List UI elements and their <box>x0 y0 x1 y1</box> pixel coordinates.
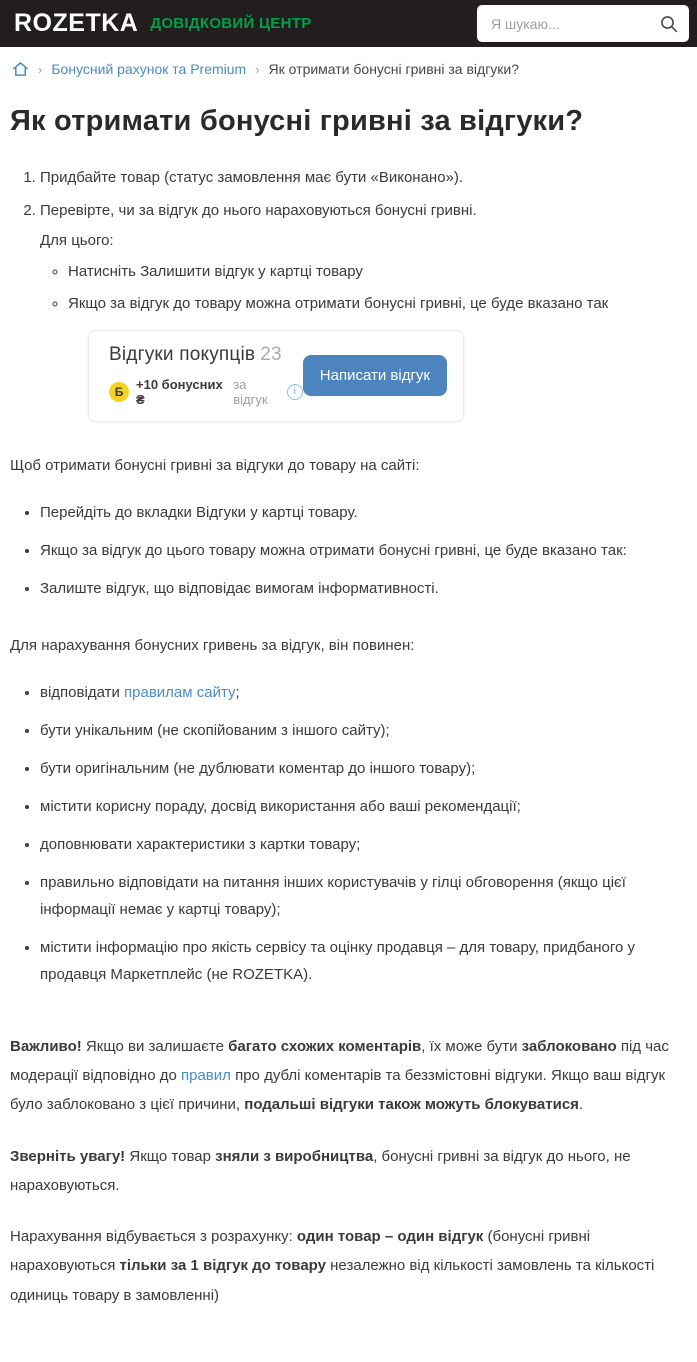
list-item: • містити корисну пораду, досвід використання або ваші рекомендації; <box>40 793 687 820</box>
list-item: • Якщо за відгук до цього товару можна отримати бонусні гривні, це буде вказано так: <box>40 537 687 564</box>
list-item: • доповнювати характеристики з картки товару; <box>40 831 687 858</box>
step-item-1 <box>40 164 687 192</box>
inline-link[interactable]: правил <box>181 1067 231 1084</box>
attention-paragraph: Зверніть увагу! Якщо товар зняли з виробництва, бонусні гривні за відгук до нього, не нараховуються. <box>10 1147 631 1194</box>
breadcrumb-separator: › <box>38 61 43 77</box>
list-item: ◦ Натисніть Залишити відгук у картці товару <box>68 258 687 286</box>
page-title: Як отримати бонусні гривні за відгуки? <box>10 105 584 137</box>
breadcrumb-link-bonus-account[interactable]: Бонусний рахунок та Premium <box>51 61 247 77</box>
review-widget-title: Відгуки покупців <box>109 343 256 365</box>
step-item-2 <box>40 197 687 318</box>
search-box[interactable] <box>477 5 689 42</box>
list-item: • бути унікальним (не скопійованим з іншого сайту); <box>40 717 687 744</box>
breadcrumb-current: Як отримати бонусні гривні за відгуки? <box>268 61 520 77</box>
article-content <box>0 105 697 1362</box>
important-paragraph: Важливо! Якщо ви залишаєте багато схожих коментарів, їх може бути заблоковано під час модерації відповідно до правил про дублі коментарів та беззмістовні відгуки. Якщо ваш відгук було заблоковано з цієї причини, подальші відгуки також можуть блокуватися. <box>10 1037 669 1114</box>
section2-intro: Для нарахування бонусних гривень за відгук, він повинен: <box>10 636 415 654</box>
rozetka-logo[interactable]: ROZETKA <box>14 9 139 37</box>
app-header <box>0 0 697 47</box>
list-item: • Перейдіть до вкладки Відгуки у картці товару. <box>40 499 687 526</box>
step-sub-list <box>40 258 687 318</box>
list-item: • бути оригінальним (не дублювати коментар до іншого товару); <box>40 755 687 782</box>
calculation-paragraph: Нарахування відбувається з розрахунку: один товар – один відгук (бонусні гривні нараховуються тільки за 1 відгук до товару незалежно від кількості замовлень та кількості одиниць товару в замовленні) <box>10 1228 655 1304</box>
bonus-info-row <box>109 377 303 407</box>
search-input[interactable] <box>489 15 659 33</box>
help-center-label[interactable]: ДОВІДКОВИЙ ЦЕНТР <box>150 15 312 32</box>
steps-list <box>10 164 687 318</box>
bonus-badge-icon: Б <box>109 382 129 402</box>
review-widget-left <box>109 344 303 407</box>
review-widget <box>88 330 464 422</box>
review-widget-title-row <box>109 344 303 366</box>
section1-bullet-list <box>10 499 687 602</box>
write-review-button[interactable]: Написати відгук <box>303 355 447 396</box>
section2-bullet-list <box>10 679 687 988</box>
bonus-amount: +10 бонусних ₴ <box>136 376 223 407</box>
search-icon[interactable] <box>659 14 679 34</box>
inline-link[interactable]: правилам сайту <box>124 683 236 701</box>
list-item: • Залиште відгук, що відповідає вимогам інформативності. <box>40 575 687 602</box>
breadcrumb <box>0 47 697 89</box>
list-item: • містити інформацію про якість сервісу та оцінку продавця – для товару, придбаного у продавця Маркетплейс (не ROZETKA). <box>40 934 687 988</box>
home-icon[interactable] <box>12 61 29 77</box>
bonus-caption: за відгук <box>233 376 268 407</box>
step-text: Перевірте, чи за відгук до нього нараховуються бонусні гривні. <box>40 201 477 219</box>
breadcrumb-separator: › <box>255 61 260 77</box>
review-count: 23 <box>260 343 282 365</box>
list-item: ◦ Якщо за відгук до товару можна отримати бонусні гривні, це буде вказано так <box>68 290 687 318</box>
list-item: • відповідати правилам сайту; <box>40 679 687 706</box>
step-text: Придбайте товар (статус замовлення має бути «Виконано»). <box>40 169 464 186</box>
info-icon[interactable]: i <box>287 384 303 400</box>
section1-intro: Щоб отримати бонусні гривні за відгуки до товару на сайті: <box>10 456 420 474</box>
list-item: • правильно відповідати на питання інших користувачів у гілці обговорення (якщо цієї інформації немає у картці товару); <box>40 869 687 923</box>
step-sub-intro: Для цього: <box>40 231 114 249</box>
